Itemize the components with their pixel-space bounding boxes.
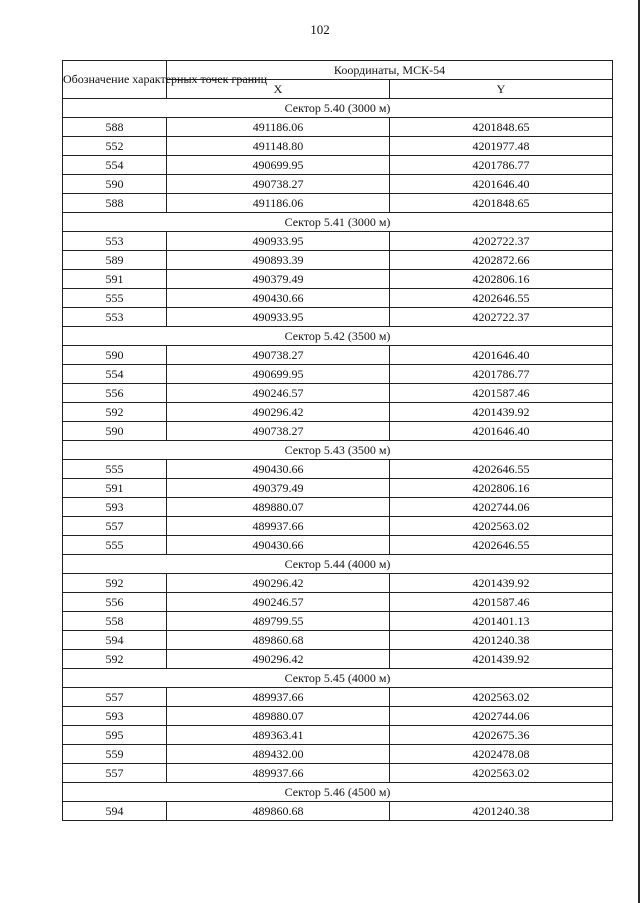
y-coordinate-cell: 4201240.38 <box>390 631 613 650</box>
x-coordinate-cell: 490738.27 <box>167 422 390 441</box>
point-id-cell: 588 <box>63 194 167 213</box>
y-coordinate-cell: 4202806.16 <box>390 479 613 498</box>
point-id-cell: 557 <box>63 688 167 707</box>
table-row <box>63 498 613 517</box>
x-coordinate-cell: 490430.66 <box>167 460 390 479</box>
x-coordinate-cell: 490699.95 <box>167 156 390 175</box>
y-coordinate-cell: 4202806.16 <box>390 270 613 289</box>
table-row <box>63 251 613 270</box>
point-id-cell: 552 <box>63 137 167 156</box>
y-coordinate-cell: 4201848.65 <box>390 194 613 213</box>
x-coordinate-cell: 490738.27 <box>167 175 390 194</box>
point-id-cell: 591 <box>63 270 167 289</box>
table-header <box>63 61 613 99</box>
table-row <box>63 688 613 707</box>
table-row <box>63 574 613 593</box>
x-coordinate-cell: 490379.49 <box>167 270 390 289</box>
table-row <box>63 137 613 156</box>
table-row <box>63 460 613 479</box>
table-row <box>63 650 613 669</box>
point-id-cell: 590 <box>63 175 167 194</box>
sector-row <box>63 555 613 574</box>
point-id-cell: 554 <box>63 365 167 384</box>
y-coordinate-cell: 4202563.02 <box>390 517 613 536</box>
sector-title: Сектор 5.40 (3000 м) <box>63 99 613 118</box>
x-coordinate-cell: 489860.68 <box>167 631 390 650</box>
y-coordinate-cell: 4202744.06 <box>390 498 613 517</box>
x-coordinate-cell: 489799.55 <box>167 612 390 631</box>
table-row <box>63 517 613 536</box>
y-coordinate-cell: 4202563.02 <box>390 688 613 707</box>
y-coordinate-cell: 4201240.38 <box>390 802 613 821</box>
sector-row <box>63 783 613 802</box>
sector-title: Сектор 5.46 (4500 м) <box>63 783 613 802</box>
x-coordinate-cell: 490430.66 <box>167 289 390 308</box>
y-coordinate-cell: 4201401.13 <box>390 612 613 631</box>
y-coordinate-cell: 4202722.37 <box>390 308 613 327</box>
sector-title: Сектор 5.41 (3000 м) <box>63 213 613 232</box>
y-coordinate-cell: 4201439.92 <box>390 403 613 422</box>
point-id-cell: 593 <box>63 498 167 517</box>
x-coordinate-cell: 490296.42 <box>167 403 390 422</box>
y-coordinate-cell: 4201587.46 <box>390 384 613 403</box>
point-id-cell: 590 <box>63 422 167 441</box>
table-row <box>63 479 613 498</box>
y-coordinate-cell: 4201848.65 <box>390 118 613 137</box>
point-id-cell: 557 <box>63 764 167 783</box>
y-coordinate-cell: 4201587.46 <box>390 593 613 612</box>
table-row <box>63 118 613 137</box>
table-row <box>63 422 613 441</box>
point-id-cell: 555 <box>63 536 167 555</box>
table-body <box>63 99 613 821</box>
y-coordinate-cell: 4202744.06 <box>390 707 613 726</box>
point-id-cell: 595 <box>63 726 167 745</box>
x-coordinate-cell: 489937.66 <box>167 764 390 783</box>
x-coordinate-cell: 490933.95 <box>167 308 390 327</box>
x-coordinate-cell: 491186.06 <box>167 194 390 213</box>
table-row <box>63 175 613 194</box>
table-row <box>63 726 613 745</box>
y-coordinate-cell: 4202675.36 <box>390 726 613 745</box>
table-row <box>63 346 613 365</box>
table-row <box>63 631 613 650</box>
x-coordinate-cell: 489880.07 <box>167 498 390 517</box>
point-id-cell: 594 <box>63 631 167 650</box>
point-id-cell: 559 <box>63 745 167 764</box>
point-id-cell: 594 <box>63 802 167 821</box>
point-id-cell: 592 <box>63 403 167 422</box>
x-coordinate-cell: 490738.27 <box>167 346 390 365</box>
x-coordinate-cell: 489937.66 <box>167 688 390 707</box>
point-id-cell: 592 <box>63 650 167 669</box>
table-row <box>63 289 613 308</box>
x-coordinate-cell: 490893.39 <box>167 251 390 270</box>
point-id-cell: 589 <box>63 251 167 270</box>
y-coordinate-cell: 4201786.77 <box>390 365 613 384</box>
x-coordinate-cell: 490699.95 <box>167 365 390 384</box>
table-row <box>63 802 613 821</box>
y-coordinate-cell: 4202722.37 <box>390 232 613 251</box>
y-coordinate-cell: 4201786.77 <box>390 156 613 175</box>
coordinates-table <box>62 60 613 821</box>
y-coordinate-cell: 4201439.92 <box>390 650 613 669</box>
point-id-cell: 591 <box>63 479 167 498</box>
point-designation-header: Обозначение характерных точек границ <box>63 61 167 99</box>
table-row <box>63 612 613 631</box>
table-row <box>63 156 613 175</box>
point-id-cell: 553 <box>63 232 167 251</box>
y-coordinate-cell: 4201646.40 <box>390 175 613 194</box>
coordinates-header: Координаты, МСК-54 <box>167 61 613 80</box>
y-coordinate-cell: 4201977.48 <box>390 137 613 156</box>
x-coordinate-cell: 490296.42 <box>167 574 390 593</box>
sector-title: Сектор 5.44 (4000 м) <box>63 555 613 574</box>
point-id-cell: 592 <box>63 574 167 593</box>
sector-title: Сектор 5.42 (3500 м) <box>63 327 613 346</box>
table-row <box>63 194 613 213</box>
y-coordinate-cell: 4202646.55 <box>390 536 613 555</box>
sector-title: Сектор 5.43 (3500 м) <box>63 441 613 460</box>
point-id-cell: 593 <box>63 707 167 726</box>
sector-row <box>63 669 613 688</box>
x-coordinate-cell: 490246.57 <box>167 384 390 403</box>
x-coordinate-cell: 490933.95 <box>167 232 390 251</box>
sector-row <box>63 213 613 232</box>
table-row <box>63 384 613 403</box>
x-coordinate-cell: 490296.42 <box>167 650 390 669</box>
y-coordinate-cell: 4202563.02 <box>390 764 613 783</box>
y-coordinate-cell: 4202872.66 <box>390 251 613 270</box>
table-row <box>63 745 613 764</box>
table-row <box>63 365 613 384</box>
y-coordinate-cell: 4201439.92 <box>390 574 613 593</box>
point-id-cell: 557 <box>63 517 167 536</box>
y-column-header: Y <box>390 80 613 99</box>
point-id-cell: 556 <box>63 384 167 403</box>
table-row <box>63 536 613 555</box>
x-coordinate-cell: 489880.07 <box>167 707 390 726</box>
point-id-cell: 555 <box>63 289 167 308</box>
y-coordinate-cell: 4201646.40 <box>390 422 613 441</box>
x-coordinate-cell: 490430.66 <box>167 536 390 555</box>
table-row <box>63 270 613 289</box>
sector-row <box>63 441 613 460</box>
y-coordinate-cell: 4202478.08 <box>390 745 613 764</box>
point-id-cell: 554 <box>63 156 167 175</box>
x-coordinate-cell: 489363.41 <box>167 726 390 745</box>
table-row <box>63 707 613 726</box>
sector-row <box>63 99 613 118</box>
table-row <box>63 764 613 783</box>
y-coordinate-cell: 4202646.55 <box>390 289 613 308</box>
x-coordinate-cell: 489937.66 <box>167 517 390 536</box>
x-coordinate-cell: 490246.57 <box>167 593 390 612</box>
x-coordinate-cell: 489860.68 <box>167 802 390 821</box>
table-row <box>63 232 613 251</box>
point-id-cell: 558 <box>63 612 167 631</box>
table-row <box>63 403 613 422</box>
x-column-header: X <box>167 80 390 99</box>
table-row <box>63 308 613 327</box>
x-coordinate-cell: 491148.80 <box>167 137 390 156</box>
x-coordinate-cell: 490379.49 <box>167 479 390 498</box>
sector-title: Сектор 5.45 (4000 м) <box>63 669 613 688</box>
point-id-cell: 555 <box>63 460 167 479</box>
y-coordinate-cell: 4202646.55 <box>390 460 613 479</box>
page-number: 102 <box>310 22 330 37</box>
point-id-cell: 556 <box>63 593 167 612</box>
point-id-cell: 553 <box>63 308 167 327</box>
x-coordinate-cell: 489432.00 <box>167 745 390 764</box>
y-coordinate-cell: 4201646.40 <box>390 346 613 365</box>
point-id-cell: 590 <box>63 346 167 365</box>
sector-row <box>63 327 613 346</box>
point-id-cell: 588 <box>63 118 167 137</box>
x-coordinate-cell: 491186.06 <box>167 118 390 137</box>
table-row <box>63 593 613 612</box>
